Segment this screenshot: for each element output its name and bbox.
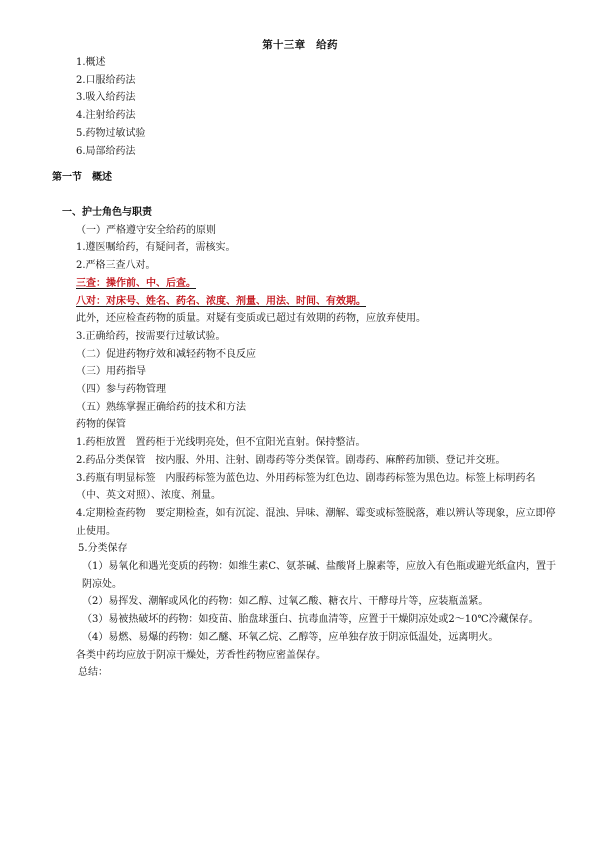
chapter-title: 第十三章 给药 bbox=[262, 39, 338, 51]
paragraph: 各类中药均应放于阴凉干燥处，芳香性药物应密盖保存。 bbox=[76, 649, 326, 661]
paragraph: （4）易燃、易爆的药物：如乙醚、环氧乙烷、乙醇等，应单独存放于阴凉低温处，远离明火。 bbox=[82, 631, 499, 643]
paragraph: （五）熟练掌握正确给药的技术和方法 bbox=[76, 401, 246, 413]
toc-item: 1.概述 bbox=[76, 57, 106, 68]
toc-item: 6.局部给药法 bbox=[76, 145, 136, 157]
section-body bbox=[62, 204, 562, 682]
paragraph: 4.定期检查药物 要定期检查，如有沉淀、混浊、异味、潮解、霉变或标签脱落，难以辨认等现象，应立即停止使用。 bbox=[76, 507, 556, 537]
paragraph: （2）易挥发、潮解或风化的药物：如乙醇、过氧乙酸、糖衣片、干酵母片等，应装瓶盖紧。 bbox=[82, 596, 489, 608]
paragraph: （3）易被热破坏的药物：如疫苗、胎盘球蛋白、抗毒血清等，应置于干燥阴凉处或2～10℃冷藏保存。 bbox=[82, 614, 539, 626]
paragraph-summary: 总结： bbox=[78, 667, 108, 679]
highlight-eight-verifications: 八对：对床号、姓名、药名、浓度、剂量、用法、时间、有效期。 bbox=[76, 295, 366, 307]
paragraph: （四）参与药物管理 bbox=[76, 384, 166, 396]
toc-item: 3.吸入给药法 bbox=[76, 92, 136, 104]
paragraph: 5.分类保存 bbox=[78, 543, 128, 555]
heading-nurse-role: 一、护士角色与职责 bbox=[62, 207, 152, 218]
paragraph: 3.药瓶有明显标签 内服药标签为蓝色边、外用药标签为红色边、剧毒药标签为黑色边。标签上标明药名（中、英文对照）、浓度、剂量。 bbox=[76, 472, 536, 502]
paragraph: （三）用药指导 bbox=[76, 366, 146, 378]
paragraph: （1）易氧化和遇光变质的药物：如维生素C、氨茶碱、盐酸肾上腺素等，应放入有色瓶或避光纸盒内，置于阴凉处。 bbox=[82, 561, 557, 590]
paragraph: 1.遵医嘱给药，有疑问者，需核实。 bbox=[76, 242, 236, 254]
paragraph: （二）促进药物疗效和减轻药物不良反应 bbox=[76, 348, 256, 360]
paragraph: 2.严格三查八对。 bbox=[76, 260, 156, 272]
section-title: 第一节 概述 bbox=[52, 172, 112, 183]
paragraph: （一）严格遵守安全给药的原则 bbox=[76, 224, 216, 236]
paragraph: 药物的保管 bbox=[76, 419, 126, 431]
table-of-contents bbox=[76, 54, 146, 160]
toc-item: 4.注射给药法 bbox=[76, 110, 136, 122]
toc-item: 2.口服给药法 bbox=[76, 74, 136, 86]
paragraph: 1.药柜放置 置药柜于光线明亮处，但不宜阳光直射。保持整洁。 bbox=[76, 437, 366, 449]
highlight-three-checks: 三查：操作前、中、后查。 bbox=[76, 277, 196, 289]
paragraph: 此外，还应检查药物的质量。对疑有变质或已超过有效期的药物，应放弃使用。 bbox=[76, 313, 426, 325]
paragraph: 3.正确给药，按需要行过敏试验。 bbox=[76, 330, 226, 342]
toc-item: 5.药物过敏试验 bbox=[76, 127, 146, 139]
paragraph: 2.药品分类保管 按内服、外用、注射、剧毒药等分类保管。剧毒药、麻醉药加锁、登记并交班。 bbox=[76, 454, 506, 466]
